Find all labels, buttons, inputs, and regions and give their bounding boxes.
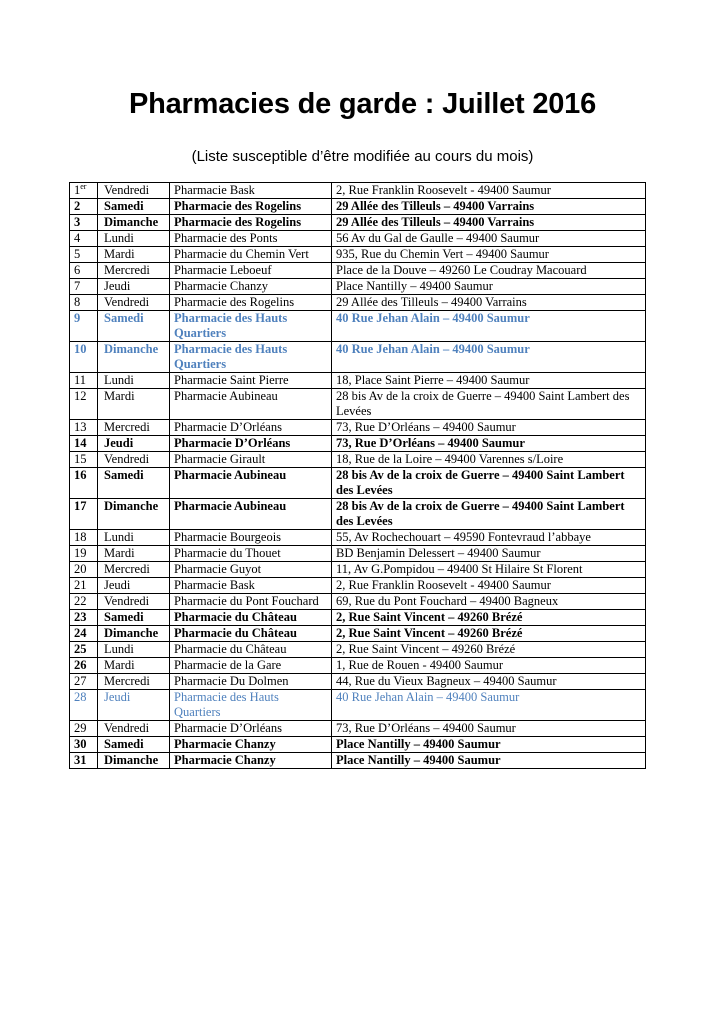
- pharmacy-name-cell: [170, 610, 332, 626]
- table-row: [70, 215, 646, 231]
- table-row: [70, 658, 646, 674]
- pharmacy-name-cell: [170, 263, 332, 279]
- day-number-cell-text: 4: [74, 231, 81, 245]
- day-number-cell: [70, 753, 98, 769]
- address-cell-text: 2, Rue Franklin Roosevelt - 49400 Saumur: [336, 183, 551, 197]
- pharmacy-name-cell: [170, 373, 332, 389]
- address-cell: [332, 690, 646, 721]
- day-number-cell-text: 14: [74, 436, 87, 450]
- day-number-cell: [70, 642, 98, 658]
- pharmacy-name-cell: [170, 295, 332, 311]
- weekday-cell: [98, 737, 170, 753]
- weekday-cell: [98, 452, 170, 468]
- pharmacy-name-cell: [170, 737, 332, 753]
- weekday-cell-text: Mardi: [104, 247, 135, 261]
- table-row: [70, 642, 646, 658]
- address-cell: [332, 468, 646, 499]
- address-cell-text: 935, Rue du Chemin Vert – 49400 Saumur: [336, 247, 549, 261]
- day-number-cell-text: 31: [74, 753, 87, 767]
- weekday-cell: [98, 690, 170, 721]
- day-number-cell-text: 13: [74, 420, 87, 434]
- day-number-cell-text: 27: [74, 674, 87, 688]
- day-number-cell-text: 6: [74, 263, 81, 277]
- day-number-cell: [70, 231, 98, 247]
- pharmacy-name-cell-text: Pharmacie du Chemin Vert: [174, 247, 309, 261]
- table-row: [70, 626, 646, 642]
- table-row: [70, 530, 646, 546]
- pharmacy-name-cell: [170, 530, 332, 546]
- weekday-cell-text: Samedi: [104, 468, 144, 482]
- address-cell-text: 69, Rue du Pont Fouchard – 49400 Bagneux: [336, 594, 559, 608]
- address-cell: [332, 452, 646, 468]
- weekday-cell: [98, 642, 170, 658]
- weekday-cell: [98, 295, 170, 311]
- day-number-cell-text: 29: [74, 721, 87, 735]
- pharmacy-name-cell-text: Pharmacie D’Orléans: [174, 721, 282, 735]
- pharmacy-name-cell: [170, 247, 332, 263]
- day-number-cell-text: 11: [74, 373, 87, 387]
- table-row: [70, 499, 646, 530]
- pharmacy-name-cell: [170, 562, 332, 578]
- pharmacy-name-cell-text: Pharmacie Bask: [174, 183, 255, 197]
- address-cell-text: Place Nantilly – 49400 Saumur: [336, 279, 493, 293]
- table-row: [70, 389, 646, 420]
- address-cell: [332, 436, 646, 452]
- pharmacy-name-cell-text: Pharmacie des Rogelins: [174, 215, 302, 229]
- weekday-cell-text: Jeudi: [104, 279, 131, 293]
- pharmacy-name-cell: [170, 342, 332, 373]
- address-cell: [332, 499, 646, 530]
- weekday-cell: [98, 594, 170, 610]
- address-cell-text: Place Nantilly – 49400 Saumur: [336, 737, 501, 751]
- weekday-cell: [98, 674, 170, 690]
- day-number-cell: [70, 215, 98, 231]
- address-cell-text: 56 Av du Gal de Gaulle – 49400 Saumur: [336, 231, 540, 245]
- pharmacy-name-cell-text: Pharmacie Bourgeois: [174, 530, 282, 544]
- address-cell-text: 40 Rue Jehan Alain – 49400 Saumur: [336, 311, 530, 325]
- day-number-cell: [70, 562, 98, 578]
- day-number-cell-text: 10: [74, 342, 87, 356]
- weekday-cell-text: Mardi: [104, 658, 135, 672]
- pharmacy-name-cell-text: Pharmacie Saint Pierre: [174, 373, 289, 387]
- address-cell: [332, 420, 646, 436]
- pharmacy-name-cell-text: Pharmacie Chanzy: [174, 753, 276, 767]
- weekday-cell-text: Jeudi: [104, 436, 134, 450]
- pharmacy-name-cell-text: Pharmacie du Pont Fouchard: [174, 594, 319, 608]
- day-number-cell: [70, 546, 98, 562]
- table-row: [70, 183, 646, 199]
- address-cell-text: 28 bis Av de la croix de Guerre – 49400 Saint Lambert des Levées: [336, 499, 625, 528]
- pharmacy-name-cell-text: Pharmacie des Hauts Quartiers: [174, 690, 279, 719]
- day-number-cell-text: 19: [74, 546, 87, 560]
- pharmacy-name-cell-text: Pharmacie Guyot: [174, 562, 262, 576]
- weekday-cell-text: Samedi: [104, 199, 144, 213]
- pharmacy-name-cell: [170, 436, 332, 452]
- weekday-cell: [98, 215, 170, 231]
- day-number-cell: [70, 452, 98, 468]
- day-number-cell-text: 23: [74, 610, 87, 624]
- day-number-cell: [70, 499, 98, 530]
- address-cell-text: 2, Rue Franklin Roosevelt - 49400 Saumur: [336, 578, 551, 592]
- day-number-cell-text: 25: [74, 642, 87, 656]
- table-row: [70, 690, 646, 721]
- pharmacy-name-cell: [170, 420, 332, 436]
- ordinal-suffix: er: [80, 182, 87, 191]
- table-row: [70, 231, 646, 247]
- pharmacy-name-cell-text: Pharmacie Aubineau: [174, 468, 287, 482]
- pharmacy-name-cell-text: Pharmacie D’Orléans: [174, 420, 282, 434]
- weekday-cell-text: Dimanche: [104, 626, 159, 640]
- pharmacy-name-cell: [170, 674, 332, 690]
- weekday-cell-text: Jeudi: [104, 578, 131, 592]
- day-number-cell: [70, 594, 98, 610]
- table-row: [70, 610, 646, 626]
- pharmacy-name-cell-text: Pharmacie Chanzy: [174, 737, 276, 751]
- address-cell-text: 18, Rue de la Loire – 49400 Varennes s/Loire: [336, 452, 564, 466]
- day-number-cell-text: 26: [74, 658, 87, 672]
- table-row: [70, 295, 646, 311]
- table-row: [70, 674, 646, 690]
- pharmacy-name-cell: [170, 199, 332, 215]
- day-number-cell: [70, 199, 98, 215]
- table-row: [70, 546, 646, 562]
- address-cell: [332, 231, 646, 247]
- table-row: [70, 436, 646, 452]
- address-cell: [332, 183, 646, 199]
- pharmacy-name-cell: [170, 578, 332, 594]
- day-number-cell: [70, 295, 98, 311]
- table-row: [70, 562, 646, 578]
- pharmacy-name-cell-text: Pharmacie Leboeuf: [174, 263, 272, 277]
- day-number-cell-text: 16: [74, 468, 87, 482]
- pharmacy-name-cell: [170, 231, 332, 247]
- weekday-cell: [98, 578, 170, 594]
- weekday-cell-text: Mardi: [104, 546, 135, 560]
- day-number-cell: [70, 468, 98, 499]
- pharmacy-name-cell-text: Pharmacie des Hauts Quartiers: [174, 311, 288, 340]
- address-cell: [332, 578, 646, 594]
- address-cell-text: 44, Rue du Vieux Bagneux – 49400 Saumur: [336, 674, 557, 688]
- pharmacy-name-cell: [170, 311, 332, 342]
- weekday-cell: [98, 389, 170, 420]
- weekday-cell: [98, 658, 170, 674]
- weekday-cell: [98, 231, 170, 247]
- table-row: [70, 452, 646, 468]
- address-cell: [332, 546, 646, 562]
- weekday-cell-text: Samedi: [104, 610, 144, 624]
- table-row: [70, 578, 646, 594]
- day-number-cell-text: 21: [74, 578, 87, 592]
- pharmacy-name-cell: [170, 594, 332, 610]
- table-row: [70, 420, 646, 436]
- day-number-cell-text: 12: [74, 389, 87, 403]
- pharmacy-name-cell-text: Pharmacie des Hauts Quartiers: [174, 342, 288, 371]
- address-cell: [332, 263, 646, 279]
- weekday-cell-text: Mercredi: [104, 562, 150, 576]
- address-cell: [332, 295, 646, 311]
- table-row: [70, 594, 646, 610]
- pharmacy-name-cell-text: Pharmacie D’Orléans: [174, 436, 291, 450]
- day-number-cell: [70, 626, 98, 642]
- weekday-cell-text: Samedi: [104, 311, 144, 325]
- day-number-cell: [70, 721, 98, 737]
- day-number-cell-text: 22: [74, 594, 87, 608]
- address-cell-text: 11, Av G.Pompidou – 49400 St Hilaire St Florent: [336, 562, 583, 576]
- address-cell: [332, 342, 646, 373]
- weekday-cell: [98, 342, 170, 373]
- address-cell: [332, 311, 646, 342]
- weekday-cell: [98, 183, 170, 199]
- address-cell-text: 2, Rue Saint Vincent – 49260 Brézé: [336, 642, 516, 656]
- weekday-cell: [98, 199, 170, 215]
- weekday-cell-text: Lundi: [104, 373, 134, 387]
- table-row: [70, 311, 646, 342]
- address-cell-text: Place de la Douve – 49260 Le Coudray Macouard: [336, 263, 587, 277]
- pharmacy-name-cell: [170, 452, 332, 468]
- day-number-cell: [70, 436, 98, 452]
- pharmacy-name-cell: [170, 690, 332, 721]
- weekday-cell-text: Mardi: [104, 389, 135, 403]
- day-number-cell-text: 5: [74, 247, 81, 261]
- pharmacy-name-cell: [170, 215, 332, 231]
- weekday-cell: [98, 373, 170, 389]
- address-cell: [332, 199, 646, 215]
- day-number-cell-text: 20: [74, 562, 87, 576]
- table-row: [70, 753, 646, 769]
- weekday-cell: [98, 311, 170, 342]
- table-row: [70, 199, 646, 215]
- table-row: [70, 468, 646, 499]
- pharmacy-name-cell-text: Pharmacie Du Dolmen: [174, 674, 289, 688]
- weekday-cell-text: Mercredi: [104, 263, 150, 277]
- weekday-cell: [98, 530, 170, 546]
- day-number-cell-text: 8: [74, 295, 81, 309]
- weekday-cell: [98, 499, 170, 530]
- weekday-cell-text: Dimanche: [104, 342, 159, 356]
- address-cell-text: 29 Allée des Tilleuls – 49400 Varrains: [336, 199, 535, 213]
- address-cell: [332, 247, 646, 263]
- address-cell: [332, 626, 646, 642]
- weekday-cell-text: Mercredi: [104, 420, 150, 434]
- schedule-body: [70, 183, 646, 769]
- address-cell-text: 29 Allée des Tilleuls – 49400 Varrains: [336, 215, 535, 229]
- pharmacy-name-cell: [170, 642, 332, 658]
- weekday-cell-text: Lundi: [104, 530, 134, 544]
- pharmacy-name-cell: [170, 279, 332, 295]
- day-number-cell-text: 18: [74, 530, 87, 544]
- weekday-cell-text: Vendredi: [104, 452, 150, 466]
- day-number-cell: [70, 578, 98, 594]
- day-number-cell: [70, 389, 98, 420]
- page-title: Pharmacies de garde : Juillet 2016: [128, 88, 597, 120]
- day-number-cell: [70, 674, 98, 690]
- pharmacy-name-cell-text: Pharmacie du Château: [174, 642, 287, 656]
- weekday-cell: [98, 247, 170, 263]
- address-cell: [332, 674, 646, 690]
- address-cell: [332, 737, 646, 753]
- weekday-cell: [98, 626, 170, 642]
- address-cell: [332, 753, 646, 769]
- weekday-cell-text: Lundi: [104, 642, 134, 656]
- weekday-cell: [98, 279, 170, 295]
- day-number-cell-text: 9: [74, 311, 81, 325]
- weekday-cell-text: Samedi: [104, 737, 144, 751]
- day-number-cell-text: 7: [74, 279, 81, 293]
- address-cell-text: 40 Rue Jehan Alain – 49400 Saumur: [336, 342, 530, 356]
- pharmacy-name-cell: [170, 183, 332, 199]
- pharmacy-name-cell: [170, 626, 332, 642]
- weekday-cell-text: Mercredi: [104, 674, 150, 688]
- address-cell-text: 55, Av Rochechouart – 49590 Fontevraud l’abbaye: [336, 530, 591, 544]
- day-number-cell-text: 24: [74, 626, 87, 640]
- day-number-cell: [70, 690, 98, 721]
- address-cell-text: 2, Rue Saint Vincent – 49260 Brézé: [336, 626, 523, 640]
- address-cell: [332, 215, 646, 231]
- pharmacy-name-cell-text: Pharmacie Girault: [174, 452, 266, 466]
- table-row: [70, 737, 646, 753]
- address-cell: [332, 373, 646, 389]
- pharmacy-name-cell-text: Pharmacie Aubineau: [174, 499, 287, 513]
- address-cell-text: 73, Rue D’Orléans – 49400 Saumur: [336, 436, 525, 450]
- weekday-cell-text: Vendredi: [104, 295, 150, 309]
- pharmacy-name-cell: [170, 389, 332, 420]
- day-number-cell: [70, 183, 98, 199]
- pharmacy-name-cell: [170, 546, 332, 562]
- address-cell-text: 18, Place Saint Pierre – 49400 Saumur: [336, 373, 530, 387]
- pharmacy-name-cell-text: Pharmacie du Château: [174, 626, 297, 640]
- day-number-cell: [70, 247, 98, 263]
- address-cell: [332, 594, 646, 610]
- address-cell-text: 73, Rue D’Orléans – 49400 Saumur: [336, 721, 516, 735]
- table-row: [70, 373, 646, 389]
- weekday-cell: [98, 610, 170, 626]
- pharmacy-name-cell-text: Pharmacie des Rogelins: [174, 295, 295, 309]
- day-number-cell: [70, 420, 98, 436]
- day-number-cell: [70, 658, 98, 674]
- table-row: [70, 721, 646, 737]
- pharmacy-name-cell-text: Pharmacie du Château: [174, 610, 297, 624]
- day-number-cell-text: 3: [74, 215, 81, 229]
- weekday-cell-text: Dimanche: [104, 499, 159, 513]
- address-cell-text: Place Nantilly – 49400 Saumur: [336, 753, 501, 767]
- pharmacy-name-cell: [170, 753, 332, 769]
- address-cell: [332, 658, 646, 674]
- address-cell: [332, 721, 646, 737]
- weekday-cell-text: Dimanche: [104, 215, 159, 229]
- day-number-cell-text: 30: [74, 737, 87, 751]
- day-number-cell-text: 17: [74, 499, 87, 513]
- pharmacy-name-cell: [170, 468, 332, 499]
- weekday-cell: [98, 721, 170, 737]
- address-cell: [332, 610, 646, 626]
- table-row: [70, 342, 646, 373]
- weekday-cell: [98, 263, 170, 279]
- pharmacy-name-cell: [170, 721, 332, 737]
- address-cell-text: 29 Allée des Tilleuls – 49400 Varrains: [336, 295, 527, 309]
- pharmacy-schedule-table: [69, 182, 646, 769]
- day-number-cell: [70, 311, 98, 342]
- day-number-cell-text: 1: [74, 183, 81, 197]
- weekday-cell: [98, 546, 170, 562]
- table-row: [70, 279, 646, 295]
- pharmacy-name-cell-text: Pharmacie des Rogelins: [174, 199, 302, 213]
- day-number-cell: [70, 279, 98, 295]
- address-cell-text: 40 Rue Jehan Alain – 49400 Saumur: [336, 690, 520, 704]
- address-cell-text: 73, Rue D’Orléans – 49400 Saumur: [336, 420, 516, 434]
- weekday-cell: [98, 436, 170, 452]
- pharmacy-name-cell-text: Pharmacie du Thouet: [174, 546, 281, 560]
- day-number-cell-text: 2: [74, 199, 81, 213]
- weekday-cell: [98, 753, 170, 769]
- table-row: [70, 263, 646, 279]
- weekday-cell: [98, 420, 170, 436]
- address-cell: [332, 389, 646, 420]
- weekday-cell-text: Lundi: [104, 231, 134, 245]
- pharmacy-name-cell-text: Pharmacie Chanzy: [174, 279, 269, 293]
- weekday-cell-text: Dimanche: [104, 753, 159, 767]
- pharmacy-name-cell-text: Pharmacie de la Gare: [174, 658, 282, 672]
- address-cell: [332, 530, 646, 546]
- address-cell-text: 2, Rue Saint Vincent – 49260 Brézé: [336, 610, 523, 624]
- page-subtitle: (Liste susceptible d’être modifiée au cours du mois): [191, 148, 534, 165]
- weekday-cell-text: Vendredi: [104, 721, 150, 735]
- pharmacy-name-cell-text: Pharmacie Aubineau: [174, 389, 278, 403]
- pharmacy-name-cell-text: Pharmacie Bask: [174, 578, 255, 592]
- pharmacy-name-cell-text: Pharmacie des Ponts: [174, 231, 278, 245]
- day-number-cell-text: 15: [74, 452, 87, 466]
- day-number-cell: [70, 342, 98, 373]
- day-number-cell: [70, 530, 98, 546]
- address-cell: [332, 642, 646, 658]
- weekday-cell-text: Vendredi: [104, 594, 150, 608]
- day-number-cell: [70, 610, 98, 626]
- address-cell-text: 28 bis Av de la croix de Guerre – 49400 Saint Lambert des Levées: [336, 389, 630, 418]
- address-cell: [332, 562, 646, 578]
- day-number-cell-text: 28: [74, 690, 87, 704]
- weekday-cell: [98, 468, 170, 499]
- weekday-cell-text: Jeudi: [104, 690, 131, 704]
- address-cell-text: 1, Rue de Rouen - 49400 Saumur: [336, 658, 503, 672]
- day-number-cell: [70, 373, 98, 389]
- day-number-cell: [70, 263, 98, 279]
- address-cell-text: BD Benjamin Delessert – 49400 Saumur: [336, 546, 541, 560]
- table-row: [70, 247, 646, 263]
- pharmacy-name-cell: [170, 499, 332, 530]
- address-cell: [332, 279, 646, 295]
- weekday-cell: [98, 562, 170, 578]
- day-number-cell: [70, 737, 98, 753]
- address-cell-text: 28 bis Av de la croix de Guerre – 49400 Saint Lambert des Levées: [336, 468, 625, 497]
- pharmacy-name-cell: [170, 658, 332, 674]
- weekday-cell-text: Vendredi: [104, 183, 150, 197]
